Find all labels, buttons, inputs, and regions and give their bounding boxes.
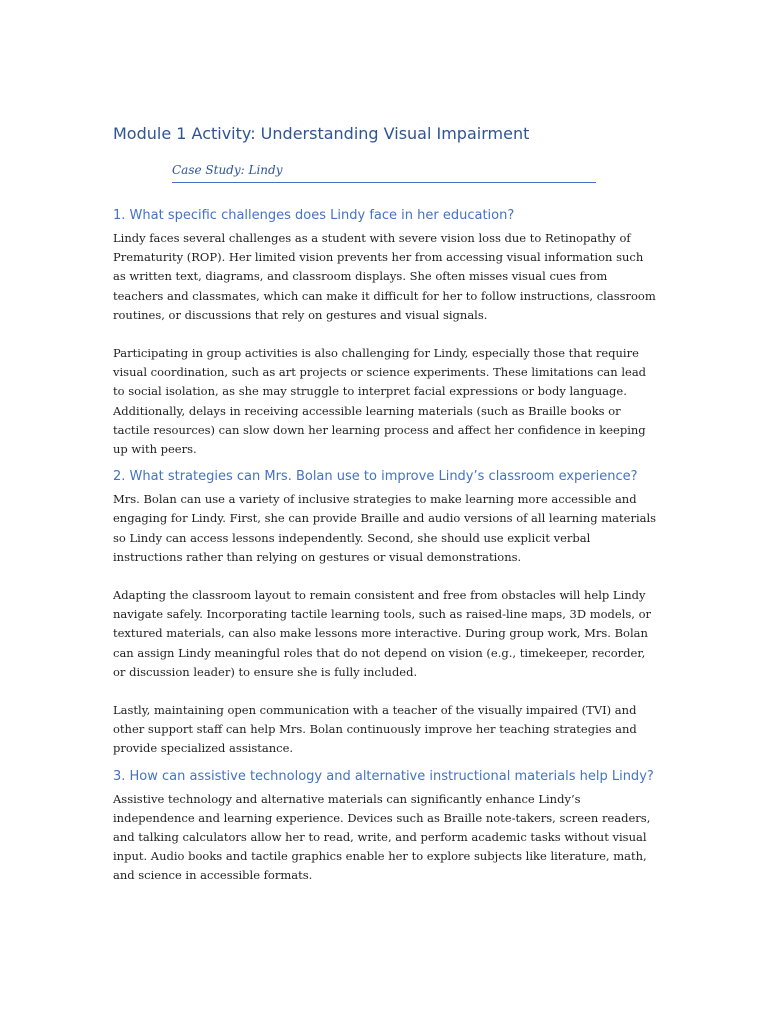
section-2-paragraph-1: Mrs. Bolan can use a variety of inclusive strategies to make learning more accessible and engaging for Lindy. First, she can provide Braille and audio versions of all learning materials so Lindy can access lessons independently. Second, she should use explicit verbal instructions rather than relying on gestures or visual demonstrations. [113,492,657,564]
section-1-heading: 1. What specific challenges does Lindy face in her education? [113,208,515,223]
case-study-subtitle: Case Study: Lindy [172,163,596,183]
document-title: Module 1 Activity: Understanding Visual Impairment [113,124,530,143]
section-2-paragraph-2: Adapting the classroom layout to remain consistent and free from obstacles will help Lindy navigate safely. Incorporating tactile learning tools, such as raised-line maps, 3D models, or textured materials, can also make lessons more interactive. During group work, Mrs. Bolan can assign Lindy meaningful roles that do not depend on vision (e.g., timekeeper, recorder, or discussion leader) to ensure she is fully included. [113,588,652,679]
section-2-heading: 2. What strategies can Mrs. Bolan use to improve Lindy’s classroom experience? [113,469,638,485]
document-body [113,204,658,905]
section-2 [113,465,658,758]
section-2-paragraph-3: Lastly, maintaining open communication with a teacher of the visually impaired (TVI) and other support staff can help Mrs. Bolan continuously improve her teaching strategies and provide specialized assistance. [113,703,637,756]
section-1-paragraph-2: Participating in group activities is also challenging for Lindy, especially those that require visual coordination, such as art projects or science experiments. These limitations can lead to social isolation, as she may struggle to interpret facial expressions or body language. Additionally, delays in receiving accessible learning materials (such as Braille books or tactile resources) can slow down her learning process and affect her confidence in keeping up with peers. [113,346,647,457]
section-3-paragraph-1: Assistive technology and alternative materials can significantly enhance Lindy’s independence and learning experience. Devices such as Braille note-takers, screen readers, and talking calculators allow her to read, write, and perform academic tasks without visual input. Audio books and tactile graphics enable her to explore subjects like literature, math, and science in accessible formats. [113,791,651,883]
section-3-heading: 3. How can assistive technology and alternative instructional materials help Lindy? [113,768,654,784]
section-1 [113,204,658,459]
section-1-paragraph-1: Lindy faces several challenges as a student with severe vision loss due to Retinopathy of Prematurity (ROP). Her limited vision prevents her from accessing visual information such as written text, diagrams, and classroom displays. She often misses visual cues from teachers and classmates, which can make it difficult for her to follow instructions, classroom routines, or discussions that rely on gestures and visual signals. [113,231,656,322]
section-3 [113,765,658,886]
